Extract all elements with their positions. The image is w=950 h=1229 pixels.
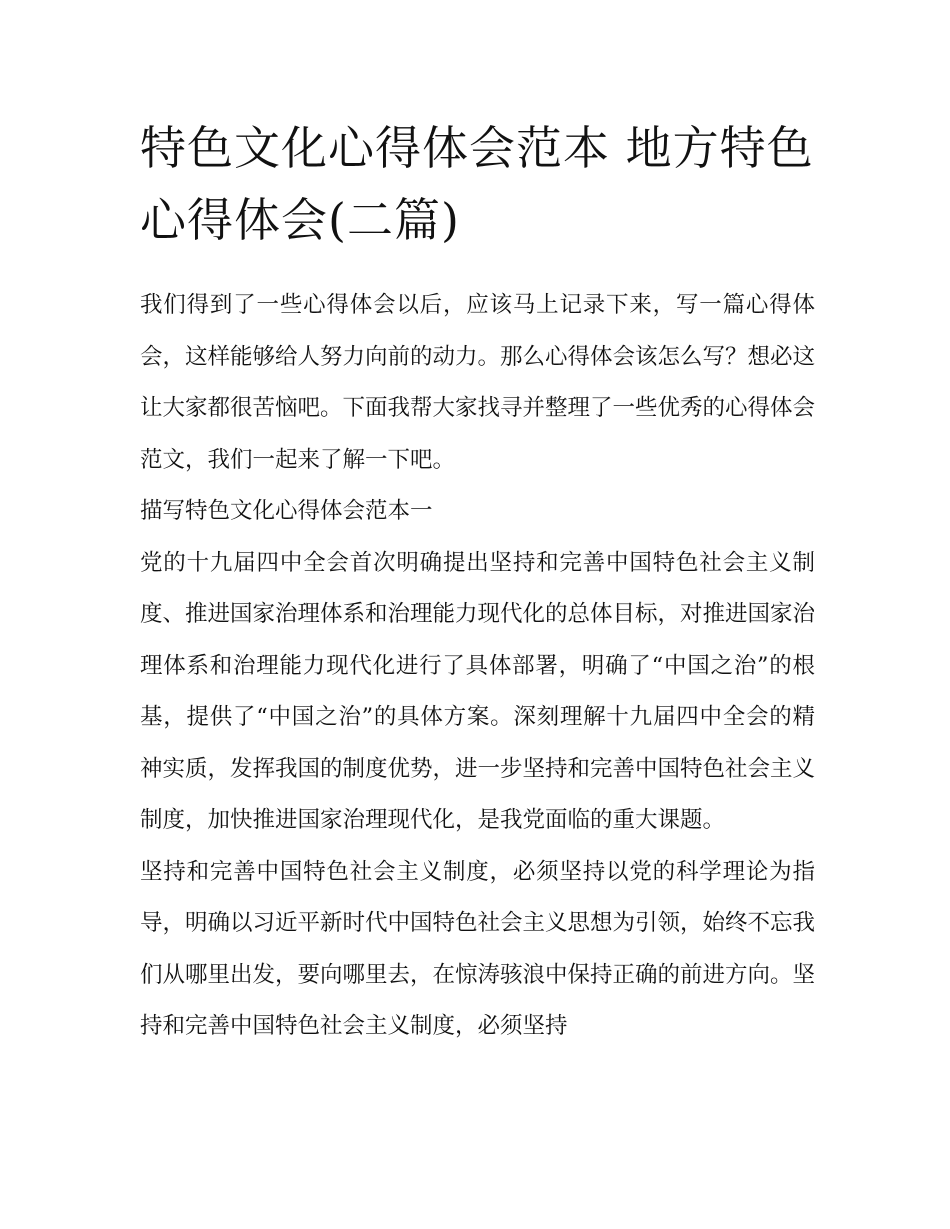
document-body	[140, 280, 815, 1053]
body-paragraph: 党的十九届四中全会首次明确提出坚持和完善中国特色社会主义制度、推进国家治理体系和治理能力现代化的总体目标，对推进国家治理体系和治理能力现代化进行了具体部署，明确了“中国之治”的根基，提供了“中国之治”的具体方案。深刻理解十九届四中全会的精神实质，发挥我国的制度优势，进一步坚持和完善中国特色社会主义制度，加快推进国家治理现代化，是我党面临的重大课题。	[140, 549, 816, 833]
intro-paragraph: 我们得到了一些心得体会以后，应该马上记录下来，写一篇心得体会，这样能够给人努力向前的动力。那么心得体会该怎么写？想必这让大家都很苦恼吧。下面我帮大家找寻并整理了一些优秀的心得体会范文，我们一起来了解一下吧。	[140, 292, 816, 473]
document-title: 特色文化心得体会范本 地方特色心得体会(二篇)	[140, 121, 814, 247]
section-heading: 描写特色文化心得体会范本一	[140, 498, 433, 524]
body-paragraph: 坚持和完善中国特色社会主义制度，必须坚持以党的科学理论为指导，明确以习近平新时代中国特色社会主义思想为引领，始终不忘我们从哪里出发，要向哪里去，在惊涛骇浪中保持正确的前进方向。坚持和完善中国特色社会主义制度，必须坚持	[140, 858, 816, 1039]
